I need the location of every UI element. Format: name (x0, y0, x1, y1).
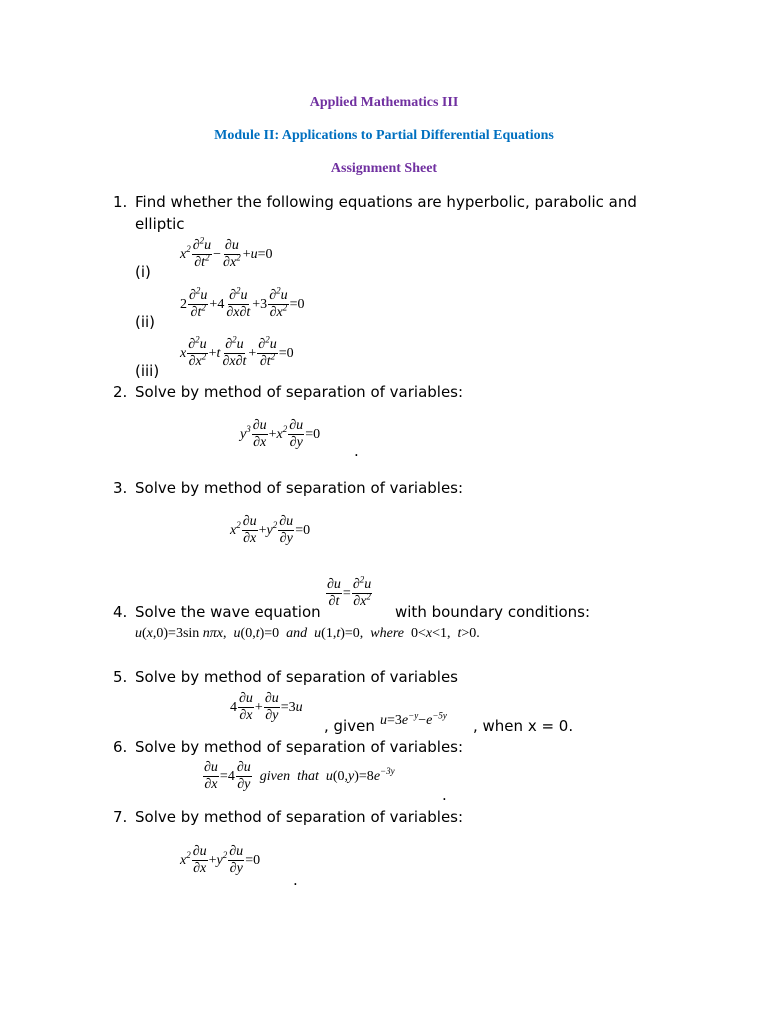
question-text: , when x = 0. (473, 717, 574, 735)
equation-q6: $\frac{\partial u}{\partial x}$ =4 $\frac{\partial u}{\partial y}$ given that $u(0,y)=8e^{-3y}$ (204, 760, 395, 793)
sub-label: (i) (135, 263, 151, 281)
equation-iii: x $\frac{\partial^2u}{\partial x^2}$ +t $\frac{\partial^2u}{\partial x\partial t}$ + $\frac{\partial^2u}{\partial t^2}$ =0 (180, 334, 294, 370)
equation-q7: $x^2$ $\frac{\partial u}{\partial x}$ $+y^2$ $\frac{\partial u}{\partial y}$ =0 (180, 844, 261, 877)
question-number: 2. (113, 383, 128, 401)
question-number: 3. (113, 479, 128, 497)
sub-label: (iii) (135, 362, 160, 380)
equation-q5: 4 $\frac{\partial u}{\partial x}$ + $\frac{\partial u}{\partial y}$ =3u (230, 691, 303, 724)
sub-label: (ii) (135, 313, 156, 331)
boundary-conditions: u(x,0)=3sin nπx, u(0,t)=0 and u(1,t)=0, where 0<x<1, t>0. (135, 626, 480, 641)
question-text: Solve by method of separation of variables: (135, 479, 464, 497)
question-text: , given (324, 717, 375, 735)
question-number: 7. (113, 808, 128, 826)
question-number: 1. (113, 193, 128, 211)
question-text: Find whether the following equations are hyperbolic, parabolic and (135, 193, 637, 211)
course-title: Applied Mathematics III (309, 95, 459, 110)
question-text: Solve by method of separation of variables (135, 668, 458, 686)
sheet-title: Assignment Sheet (330, 161, 438, 176)
question-text: with boundary conditions: (395, 603, 591, 621)
equation-ii: 2 $\frac{\partial^2u}{\partial t^2}$ +4 $\frac{\partial^2u}{\partial x\partial t}$ +3 $\frac{\partial^2u}{\partial x^2}$ =0 (180, 285, 305, 321)
given-condition: $u=3e^{-y}-e^{-5y}$ (380, 710, 447, 728)
equation-q2: $y^3$ $\frac{\partial u}{\partial x}$ $+x^2$ $\frac{\partial u}{\partial y}$ =0 (240, 418, 321, 451)
equation-i: $x^2$ $\frac{\partial^2u}{\partial t^2}$ − $\frac{\partial u}{\partial x^2}$ +u=0 (180, 235, 273, 271)
period: . (293, 871, 298, 889)
question-text: Solve the wave equation (135, 603, 321, 621)
equation-q3: $x^2$ $\frac{\partial u}{\partial x}$ $+y^2$ $\frac{\partial u}{\partial y}$ =0 (230, 514, 311, 547)
question-number: 4. (113, 603, 128, 621)
wave-equation: $\frac{\partial u}{\partial t}$ = $\frac{\partial^2u}{\partial x^2}$ (327, 574, 372, 610)
question-text: elliptic (135, 215, 185, 233)
question-text: Solve by method of separation of variables: (135, 383, 464, 401)
period: . (442, 786, 447, 804)
question-number: 5. (113, 668, 128, 686)
period: . (354, 442, 359, 460)
module-title: Module II: Applications to Partial Differential Equations (214, 128, 554, 143)
question-text: Solve by method of separation of variables: (135, 738, 464, 756)
question-number: 6. (113, 738, 128, 756)
question-text: Solve by method of separation of variables: (135, 808, 464, 826)
